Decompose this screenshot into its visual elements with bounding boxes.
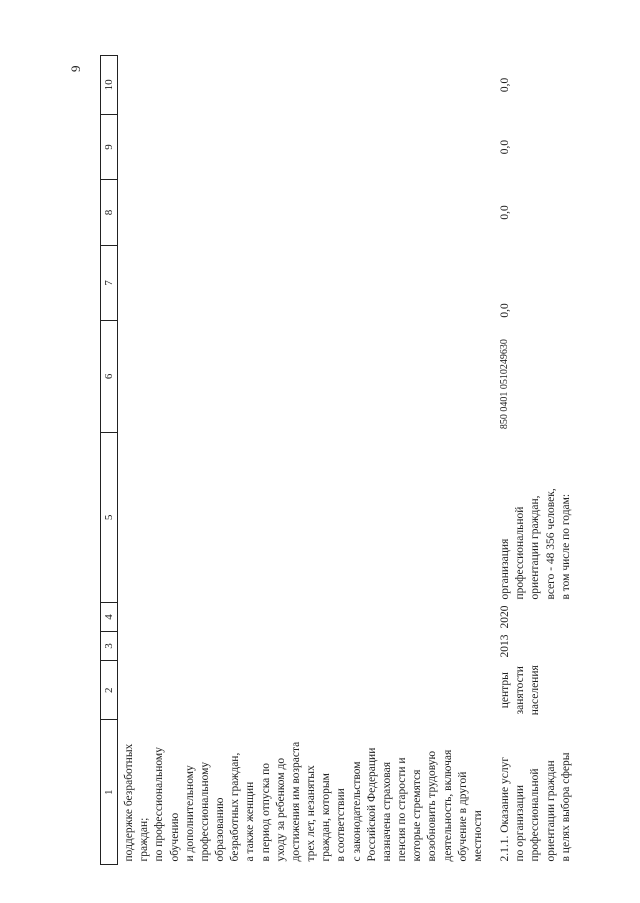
text-line: в соответствии [335,788,348,862]
text-line: и дополнительному [183,765,196,862]
text-line: населения [529,665,542,716]
header-cell-5: 5 [101,432,118,602]
header-cell-2: 2 [101,661,118,720]
header-cell-4: 4 [101,603,118,632]
rotated-table-container [100,55,572,865]
program-table [100,55,576,865]
text-line: профессиональной [514,506,527,600]
value-cell-8: 0,0 [499,205,512,220]
header-cell-1: 1 [101,720,118,865]
text-line: центры [499,672,512,709]
value-cell-10: 0,0 [499,77,512,93]
header-cell-8: 8 [101,180,118,245]
page-number: 9 [68,65,83,72]
text-line: в период отпуска по [259,762,272,862]
expected-result-cell [488,432,576,602]
end-year-cell: 2020 [499,605,512,629]
start-year-cell: 2013 [499,634,512,658]
text-line: ориентации граждан [544,760,557,862]
text-line: возобновить трудовую [426,750,439,862]
text-line: в том числе по годам: [559,493,572,600]
header-cell-3: 3 [101,632,118,661]
text-line: занятости [514,666,527,715]
measure-description-cell [488,720,576,865]
header-cell-10: 10 [101,56,118,115]
text-line: 2.1.1. Оказание услуг [499,756,512,862]
text-line: пенсия по старости и [396,757,409,862]
text-line: трех лет, незанятых [305,765,318,862]
text-line: деятельность, включая [441,749,454,862]
text-line: с законодательством [350,761,363,862]
measure-description-cell [118,720,489,865]
header-cell-6: 6 [101,321,118,432]
header-cell-7: 7 [101,245,118,321]
text-line: в целях выбора сферы [559,752,572,862]
text-line: образованию [214,797,227,862]
budget-code-cell: 850 0401 0510249630 [499,339,511,430]
table-row [488,56,576,865]
table-row [118,56,489,865]
text-line: безработных граждан, [229,752,242,862]
text-line: обучению [168,812,181,862]
executor-cell [488,661,576,720]
text-line: организация [499,538,512,600]
value-cell-9: 0,0 [499,139,512,155]
column-number-row [101,56,118,865]
text-line: всего - 48 356 человек, [544,488,557,600]
text-line: уходу за ребенком до [274,757,287,862]
text-line: достижения им возраста [289,741,302,862]
text-line: профессиональному [198,761,211,862]
text-line: поддержке безработных [123,743,135,862]
text-line: Российской Федерации [365,747,378,862]
text-line: обучение в другой [456,771,469,862]
text-line: по профессиональному [153,747,166,862]
text-line: назначена страховая [380,762,393,862]
text-line: граждан; [138,817,151,862]
text-line: а также женщин [244,781,257,862]
text-line: ориентации граждан, [529,495,542,600]
text-line: которые стремятся [411,769,424,862]
text-line: по организации [514,784,527,862]
header-cell-9: 9 [101,114,118,179]
text-line: граждан, которым [320,773,333,862]
value-cell-7: 0,0 [499,303,512,318]
text-line: профессиональной [529,768,542,862]
text-line: местности [471,810,484,862]
